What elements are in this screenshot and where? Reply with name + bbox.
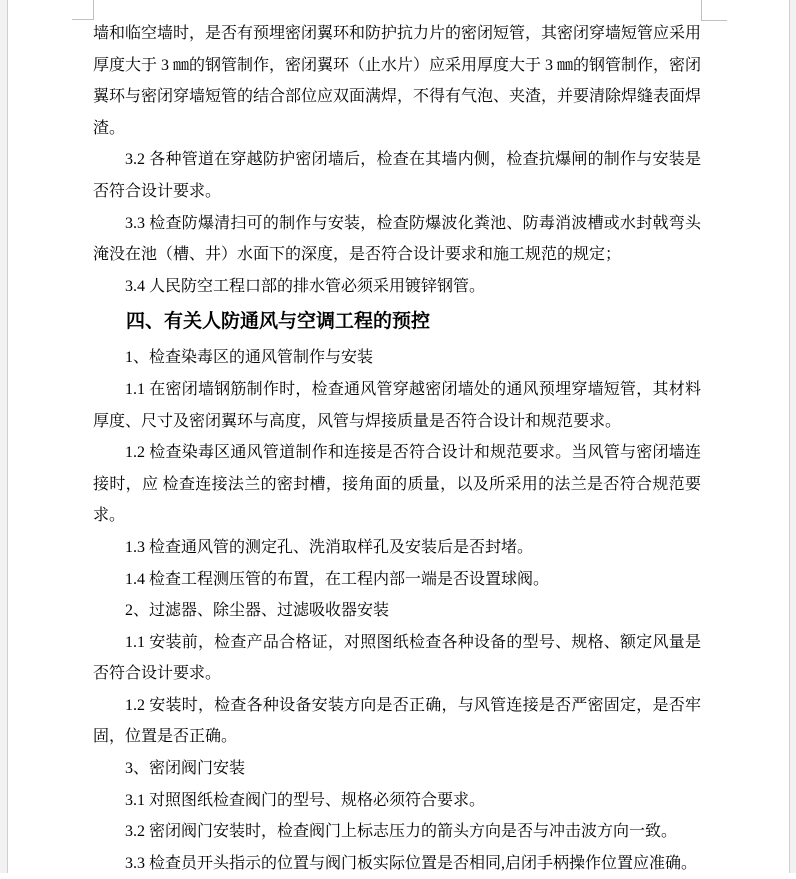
text-boundary-mark-top-right — [701, 0, 727, 21]
section-heading[interactable]: 四、有关人防通风与空调工程的预控 — [126, 311, 431, 333]
page-right-border — [789, 0, 790, 873]
text-line[interactable]: 1、检查染毒区的通风管制作与安装 — [125, 349, 374, 367]
page-left-gutter — [0, 0, 7, 873]
text-line[interactable]: 1.1 安装前，检查产品合格证，对照图纸检查各种设备的型号、规格、额定风量是 — [125, 633, 701, 651]
text-line[interactable]: 3、密闭阀门安装 — [125, 760, 246, 778]
text-line[interactable]: 1.3 检查通风管的测定孔、洗消取样孔及安装后是否封堵。 — [125, 538, 534, 556]
document-text-area[interactable] — [93, 18, 701, 879]
text-line[interactable]: 求。 — [93, 507, 126, 525]
text-line[interactable]: 否符合设计要求。 — [93, 665, 222, 683]
text-line[interactable]: 渣。 — [93, 119, 126, 137]
text-line[interactable]: 淹没在池（槽、井）水面下的深度，是否符合设计要求和施工规范的规定； — [93, 246, 622, 264]
text-line[interactable]: 接时，应 检查连接法兰的密封槽，接角面的质量，以及所采用的法兰是否符合规范要 — [93, 475, 701, 493]
text-line[interactable]: 3.1 对照图纸检查阀门的型号、规格必须符合要求。 — [125, 791, 486, 809]
text-line[interactable]: 翼环与密闭穿墙短管的结合部位应双面满焊，不得有气泡、夹渣，并要清除焊缝表面焊 — [93, 88, 702, 106]
text-line[interactable]: 1.2 安装时，检查各种设备安装方向是否正确，与风管连接是否严密固定，是否牢 — [125, 696, 701, 714]
text-line[interactable]: 厚度、尺寸及密闭翼环与高度，风管与焊接质量是否符合设计和规范要求。 — [93, 412, 622, 430]
text-line[interactable]: 3.2 各种管道在穿越防护密闭墙后，检查在其墙内侧，检查抗爆闸的制作与安装是 — [125, 151, 701, 169]
text-line[interactable]: 1.2 检查染毒区通风管道制作和连接是否符合设计和规范要求。当风管与密闭墙连 — [125, 444, 701, 462]
text-line[interactable]: 3.3 检查防爆清扫可的制作与安装，检查防爆波化粪池、防毒消波槽或水封戟弯头 — [125, 214, 701, 232]
page-right-gutter — [790, 0, 796, 873]
text-line[interactable]: 3.3 检查员开头指示的位置与阀门板实际位置是否相同,启闭手柄操作位置应准确。 — [125, 854, 698, 872]
text-line[interactable]: 3.4 人民防空工程口部的排水管必须采用镀锌钢管。 — [125, 277, 486, 295]
text-line[interactable]: 1.1 在密闭墙钢筋制作时，检查通风管穿越密闭墙处的通风预埋穿墙短管，其材料 — [125, 380, 701, 398]
text-line[interactable]: 1.4 检查工程测压管的布置，在工程内部一端是否设置球阀。 — [125, 570, 550, 588]
text-line[interactable]: 厚度大于 3 ㎜的钢管制作，密闭翼环（止水片）应采用厚度大于 3 ㎜的钢管制作，密闭 — [93, 56, 702, 74]
text-line[interactable]: 3.2 密闭阀门安装时，检查阀门上标志压力的箭头方向是否与冲击波方向一致。 — [125, 823, 678, 841]
text-boundary-mark-top-left — [72, 0, 94, 20]
page-left-border — [7, 0, 8, 873]
text-line[interactable]: 2、过滤器、除尘器、过滤吸收器安装 — [125, 602, 390, 620]
text-line[interactable]: 墙和临空墙时，是否有预埋密闭翼环和防护抗力片的密闭短管，其密闭穿墙短管应采用 — [93, 25, 702, 42]
text-line[interactable]: 固，位置是否正确。 — [93, 728, 238, 746]
text-line[interactable]: 否符合设计要求。 — [93, 182, 222, 200]
